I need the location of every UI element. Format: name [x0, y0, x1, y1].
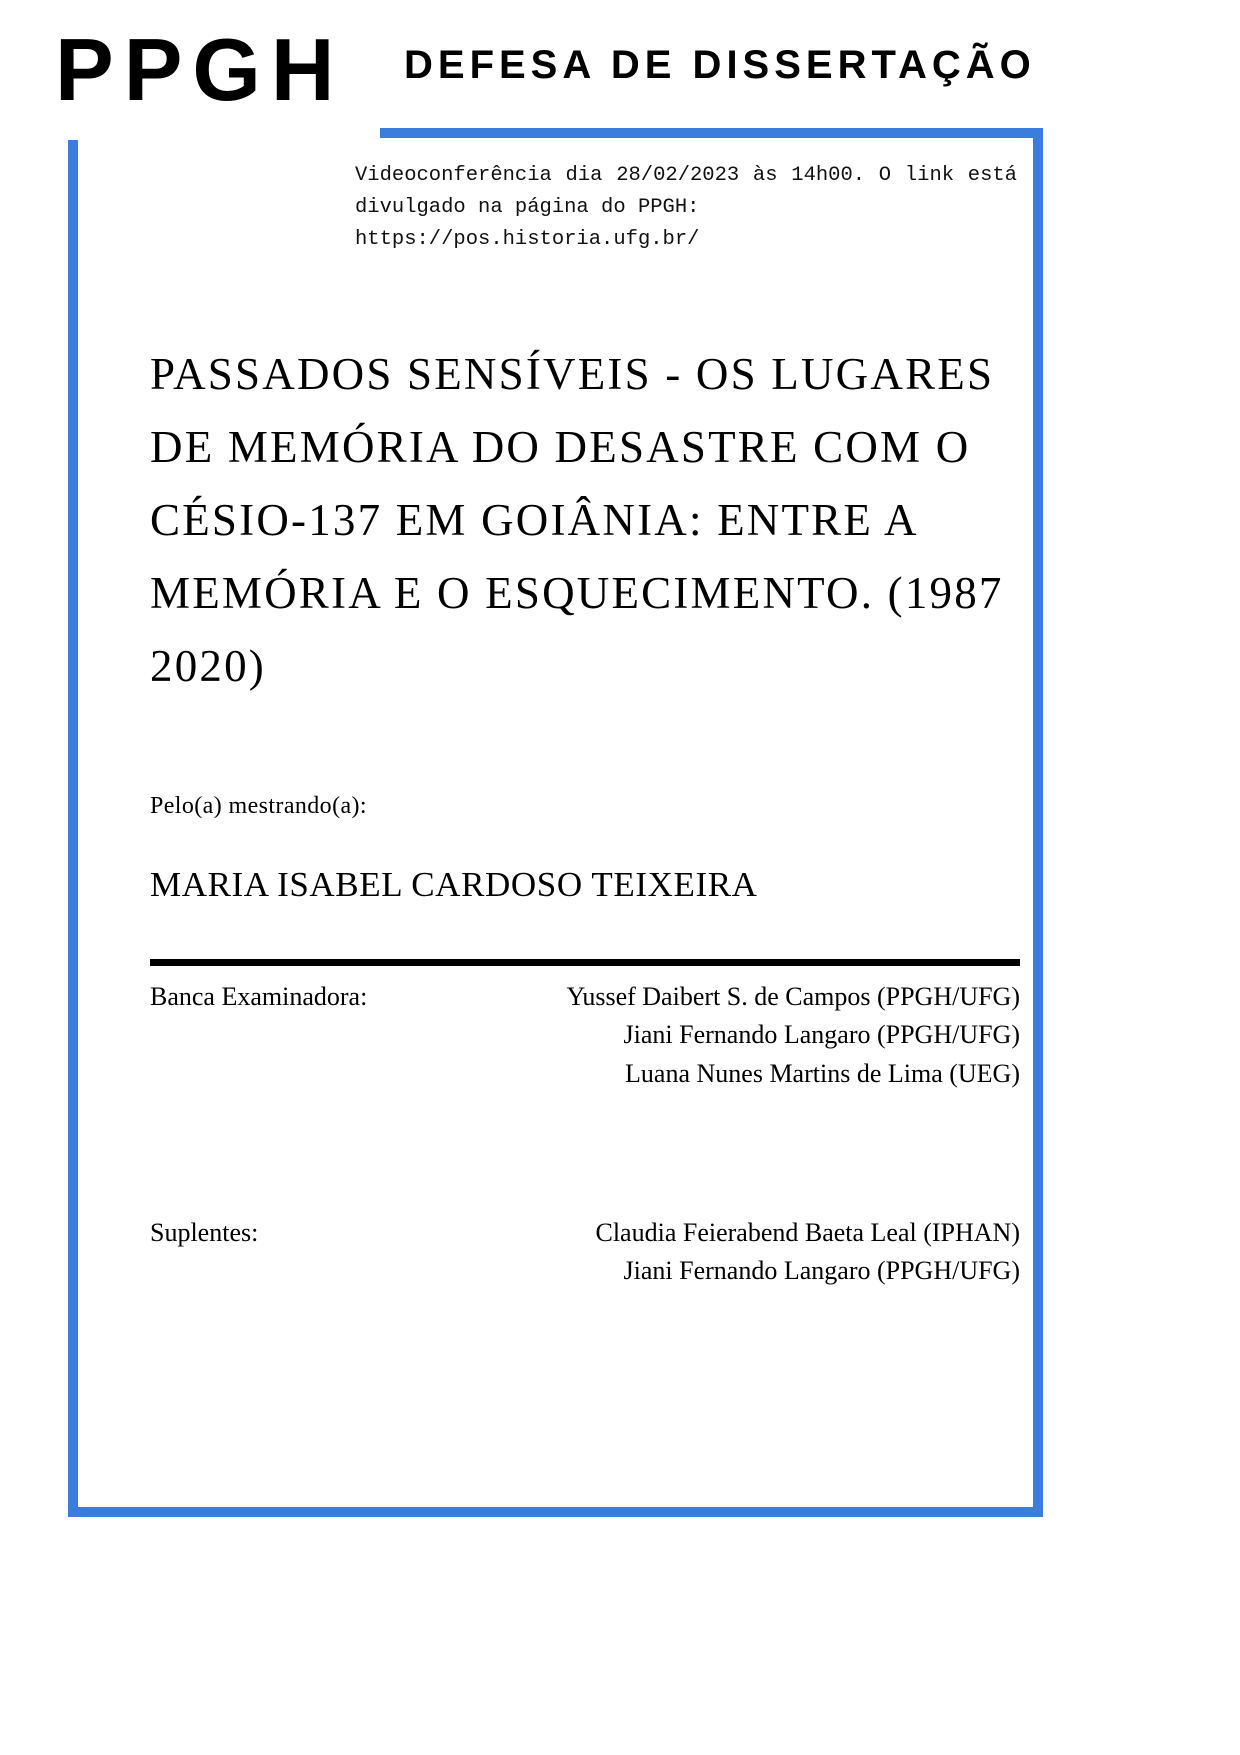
list-item: Yussef Daibert S. de Campos (PPGH/UFG): [566, 982, 1020, 1011]
list-item: Jiani Fernando Langaro (PPGH/UFG): [623, 1256, 1020, 1286]
note-link: https://pos.historia.ufg.br/: [355, 227, 700, 251]
frame-accent-top: [380, 128, 1043, 138]
alternates-section: [150, 1214, 1020, 1291]
committee-row: [150, 978, 1020, 1093]
committee-section: [150, 978, 1020, 1093]
note-line-2: link está divulgado na página do PPGH:: [355, 164, 1017, 219]
list-item: Claudia Feierabend Baeta Leal (IPHAN): [595, 1218, 1020, 1247]
thesis-title: PASSADOS SENSÍVEIS - OS LUGARES DE MEMÓRIA DO DESASTRE COM O CÉSIO-137 EM GOIÂNIA: ENTRE A MEMÓRIA E O ESQUECIMENTO. (1987 2020): [150, 349, 1004, 691]
candidate-name: MARIA ISABEL CARDOSO TEIXEIRA: [150, 865, 758, 904]
alternates-label: Suplentes:: [150, 1218, 259, 1247]
page-title: DEFESA DE DISSERTAÇÃO: [404, 43, 1036, 87]
committee-member-list: [455, 978, 1020, 1093]
list-item: Luana Nunes Martins de Lima (UEG): [625, 1058, 1020, 1088]
frame-accent-right: [1033, 128, 1043, 1517]
videoconference-note: [355, 160, 1017, 255]
list-item: Jiani Fernando Langaro (PPGH/UFG): [623, 1020, 1020, 1050]
ppgh-logo: PPGH: [55, 20, 345, 119]
alternates-row: [150, 1214, 1020, 1291]
frame-accent-left: [68, 140, 78, 1517]
note-line-1: Videoconferência dia 28/02/2023 às 14h00. O: [355, 164, 892, 187]
committee-label: Banca Examinadora:: [150, 982, 368, 1011]
alternates-member-list: [455, 1214, 1020, 1291]
candidate-label: Pelo(a) mestrando(a):: [150, 793, 367, 819]
section-divider: [150, 959, 1020, 966]
frame-accent-bottom: [68, 1507, 1043, 1517]
